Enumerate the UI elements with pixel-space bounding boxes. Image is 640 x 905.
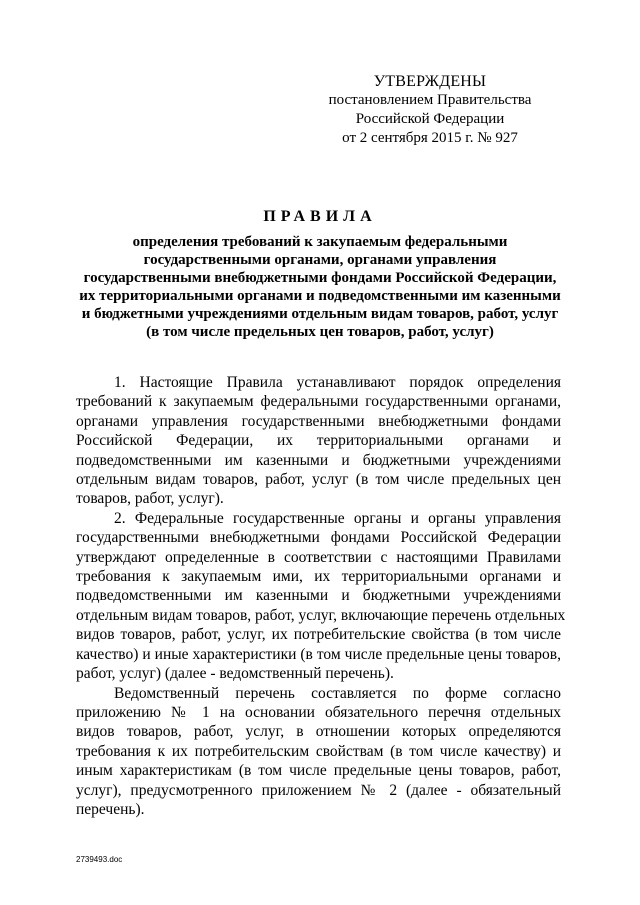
body-line: видов товаров, работ, услуг, в отношении которых определяются xyxy=(76,723,561,741)
file-name-footer: 2739493.doc xyxy=(76,855,123,864)
body-line: отдельным видам товаров, работ, услуг (в том числе предельных цен xyxy=(76,471,561,489)
subtitle-line: (в том числе предельных цен товаров, работ, услуг) xyxy=(146,324,494,340)
subtitle-line: их территориальными органами и подведомственными им казенными xyxy=(79,288,561,304)
approval-line-3: от 2 сентября 2015 г. № 927 xyxy=(342,130,518,146)
document-title: ПРАВИЛА xyxy=(263,208,377,225)
approval-block xyxy=(300,72,560,148)
approval-line-2: Российской Федерации xyxy=(355,111,505,127)
subtitle-line: определения требований к закупаемым федеральными xyxy=(132,234,508,250)
paragraph-3 xyxy=(76,684,561,820)
body-line: 1. Настоящие Правила устанавливают порядок определения xyxy=(114,374,561,391)
body-line: подведомственными им казенными и бюджетными учреждениями xyxy=(76,587,561,605)
body-line: работ, услуг) (далее - ведомственный перечень). xyxy=(76,665,394,683)
body-line: 2. Федеральные государственные органы и органы управления xyxy=(114,509,561,527)
approval-heading: УТВЕРЖДЕНЫ xyxy=(373,73,487,90)
body-line: требования к закупаемым ими, их территориальными органами и xyxy=(76,568,561,586)
body-line: отдельным видам товаров, работ, услуг, включающие перечень отдельных xyxy=(76,606,566,624)
subtitle-line: и бюджетными учреждениями отдельным видам товаров, работ, услуг xyxy=(81,306,559,322)
approval-line-1: постановлением Правительства xyxy=(328,92,532,108)
body-line: Ведомственный перечень составляется по форме согласно xyxy=(114,684,561,702)
body-line: услуг), предусмотренного приложением № 2 (далее - обязательный xyxy=(76,781,561,799)
body-line: подведомственными им казенными и бюджетными учреждениями xyxy=(76,451,561,469)
paragraph-2 xyxy=(76,509,566,684)
body-line: требования к их потребительским свойствам (в том числе качеству) и xyxy=(76,742,561,760)
body-line: утверждают определенные в соответствии с настоящими Правилами xyxy=(76,548,561,566)
document-subtitle xyxy=(60,233,580,341)
document-body xyxy=(76,373,566,819)
body-line: требований к закупаемым федеральными государственными органами, xyxy=(76,393,561,411)
body-line: качество) и иные характеристики (в том числе предельные цены товаров, xyxy=(76,645,561,663)
body-line: органами управления государственными внебюджетными фондами xyxy=(76,412,561,430)
body-line: приложению № 1 на основании обязательного перечня отдельных xyxy=(76,703,561,721)
body-line: государственными внебюджетными фондами Российской Федерации xyxy=(76,529,561,547)
body-line: перечень). xyxy=(76,800,145,818)
subtitle-line: государственными внебюджетными фондами Российской Федерации, xyxy=(83,270,557,286)
body-line: иным характеристикам (в том числе предельные цены товаров, работ, xyxy=(76,762,561,780)
body-line: видов товаров, работ, услуг, их потребительские свойства (в том числе xyxy=(76,626,561,644)
body-line: Российской Федерации, их территориальными органами и xyxy=(76,432,561,450)
subtitle-line: государственными органами, органами управления xyxy=(143,252,497,268)
body-line: товаров, работ, услуг). xyxy=(76,490,224,508)
paragraph-1 xyxy=(76,373,561,509)
